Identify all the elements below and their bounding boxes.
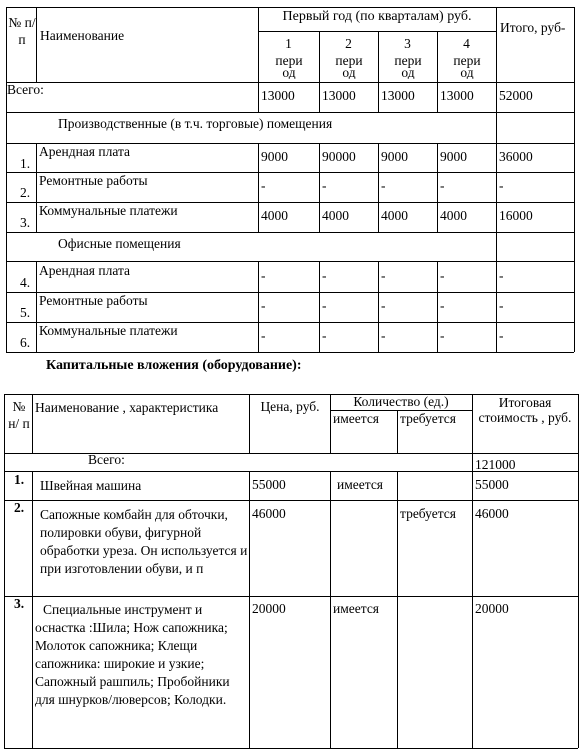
t1-vline bbox=[36, 7, 37, 83]
t1-row-num: 4. bbox=[20, 275, 31, 290]
t2-row-num: 1. bbox=[14, 472, 25, 487]
t1-total-value: 52000 bbox=[499, 88, 533, 103]
t1-row-name: Арендная плата bbox=[39, 263, 131, 278]
t1-header-name: Наименование bbox=[40, 28, 125, 43]
t1-header-num: № п/п bbox=[8, 15, 36, 47]
t1-cell: - bbox=[261, 328, 266, 343]
t1-border-left bbox=[6, 7, 7, 352]
t1-cell: - bbox=[261, 268, 266, 283]
t2-row-price: 20000 bbox=[252, 601, 286, 616]
t1-vline bbox=[36, 143, 37, 233]
t2-row-name: Сапожные комбайн для обточки, полировки обуви, фигурной обработки уреза. Он используется и при изготовлении обуви, и п bbox=[40, 507, 248, 576]
t1-header-total: Итого, руб- bbox=[500, 20, 566, 35]
t1-vline bbox=[36, 261, 37, 352]
t1-row-name: Ремонтные работы bbox=[39, 293, 148, 308]
t2-row-num: 3. bbox=[14, 596, 25, 611]
t2-row-total: 20000 bbox=[475, 601, 509, 616]
t1-cell: - bbox=[322, 328, 327, 343]
t1-cell: - bbox=[440, 328, 445, 343]
t2-row-name: Специальные инструмент и оснастка :Шила; Нож сапожника; Молоток сапожника; Клещи сапожника: широкие и узкие; Сапожный рашпиль; Пробойники для шнурков/люверсов; Колодки. bbox=[35, 602, 230, 707]
t2-row-need: требуется bbox=[400, 506, 456, 521]
t2-row-name: Швейная машина bbox=[40, 478, 142, 493]
t1-vline bbox=[437, 143, 438, 233]
t2-line bbox=[4, 596, 578, 597]
t1-cell: 4000 bbox=[322, 208, 349, 223]
t1-row-num: 5. bbox=[20, 305, 31, 320]
t1-vline bbox=[258, 143, 259, 233]
t1-section-production: Производственные (в т.ч. торговые) помещения bbox=[58, 116, 333, 131]
t1-cell: - bbox=[499, 298, 504, 313]
t1-cell: - bbox=[499, 328, 504, 343]
t1-line bbox=[6, 232, 574, 233]
t1-row-num: 1. bbox=[20, 156, 31, 171]
t1-vline bbox=[378, 261, 379, 352]
t1-header-first-year: Первый год (по кварталам) руб. bbox=[282, 9, 472, 24]
t1-cell: 9000 bbox=[440, 149, 467, 164]
t2-header-price: Цена, руб. bbox=[260, 399, 320, 414]
t1-row-name: Коммунальные платежи bbox=[39, 203, 178, 218]
t1-row-num: 3. bbox=[20, 215, 31, 230]
t2-vline bbox=[397, 410, 398, 454]
t1-vline bbox=[319, 261, 320, 352]
t1-total-value: 13000 bbox=[440, 88, 474, 103]
t2-border-right bbox=[578, 394, 579, 748]
t1-vline bbox=[496, 7, 497, 352]
t1-cell: 9000 bbox=[381, 149, 408, 164]
t1-total-value: 13000 bbox=[381, 88, 415, 103]
t1-line bbox=[6, 261, 574, 262]
t1-line-subheader bbox=[258, 31, 496, 32]
t1-total-value: 13000 bbox=[261, 88, 295, 103]
t2-border-left bbox=[4, 394, 5, 748]
t2-header-quantity: Количество (ед.) bbox=[353, 394, 449, 409]
t2-header-name: Наименование , характеристика bbox=[35, 400, 219, 415]
capital-investments-heading: Капитальные вложения (оборудование): bbox=[46, 358, 302, 373]
t2-header-num: № н/ п bbox=[8, 399, 30, 431]
t2-vline bbox=[397, 471, 398, 748]
t2-header-total: Итоговая стоимость , руб. bbox=[478, 395, 572, 425]
t2-vline bbox=[249, 471, 250, 748]
t1-row-name: Арендная плата bbox=[39, 144, 131, 159]
t2-vline bbox=[249, 394, 250, 454]
t1-header-period-1-label: пери од bbox=[275, 55, 303, 79]
t1-cell: - bbox=[322, 298, 327, 313]
t1-total-label: Всего: bbox=[7, 82, 44, 97]
t2-total-value: 121000 bbox=[475, 457, 516, 472]
t2-vline bbox=[472, 394, 473, 748]
t1-vline bbox=[378, 143, 379, 233]
t2-row-have: имеется bbox=[333, 601, 380, 616]
t1-header-period-3-number: 3 bbox=[404, 36, 411, 51]
t2-header-have: имеется bbox=[333, 411, 380, 426]
t1-row-name: Коммунальные платежи bbox=[39, 323, 178, 338]
t2-total-label: Всего: bbox=[88, 452, 125, 467]
t2-row-have: имеется bbox=[337, 477, 384, 492]
t1-row-num: 6. bbox=[20, 335, 31, 350]
t1-cell: - bbox=[440, 268, 445, 283]
t1-cell: 16000 bbox=[499, 208, 533, 223]
t1-cell: - bbox=[381, 268, 386, 283]
t1-row-num: 2. bbox=[20, 185, 31, 200]
t1-cell: - bbox=[322, 178, 327, 193]
t2-line bbox=[4, 500, 578, 501]
t1-cell: - bbox=[440, 178, 445, 193]
t2-vline bbox=[32, 471, 33, 748]
t2-border-bottom bbox=[4, 748, 578, 749]
t1-header-period-2-label: пери од bbox=[335, 55, 363, 79]
t1-header-period-1-number: 1 bbox=[285, 36, 292, 51]
t1-cell: 90000 bbox=[322, 149, 356, 164]
t1-cell: - bbox=[381, 178, 386, 193]
t2-header-need: требуется bbox=[400, 411, 456, 426]
t1-border-bottom bbox=[6, 352, 574, 353]
t1-cell: 9000 bbox=[261, 149, 288, 164]
t1-cell: 4000 bbox=[440, 208, 467, 223]
t1-cell: - bbox=[440, 298, 445, 313]
t1-vline bbox=[258, 261, 259, 352]
t1-cell: - bbox=[499, 178, 504, 193]
t1-vline bbox=[319, 143, 320, 233]
t1-vline bbox=[437, 261, 438, 352]
t1-border-right bbox=[574, 7, 575, 352]
t2-row-total: 46000 bbox=[475, 506, 509, 521]
t1-cell: - bbox=[322, 268, 327, 283]
t1-cell: 36000 bbox=[499, 149, 533, 164]
t2-row-price: 55000 bbox=[252, 477, 286, 492]
t1-border-top bbox=[6, 7, 574, 8]
t2-vline bbox=[32, 394, 33, 454]
t1-row-name: Ремонтные работы bbox=[39, 173, 148, 188]
t2-row-num: 2. bbox=[14, 500, 25, 515]
t2-vline bbox=[330, 471, 331, 748]
t1-header-period-3-label: пери од bbox=[394, 55, 422, 79]
t1-cell: - bbox=[261, 178, 266, 193]
t1-section-office: Офисные помещения bbox=[58, 236, 181, 251]
t1-line bbox=[6, 112, 574, 113]
t1-cell: 4000 bbox=[261, 208, 288, 223]
t2-row-price: 46000 bbox=[252, 506, 286, 521]
t1-header-period-4-number: 4 bbox=[463, 36, 470, 51]
t1-total-value: 13000 bbox=[322, 88, 356, 103]
t1-cell: 4000 bbox=[381, 208, 408, 223]
t1-cell: - bbox=[381, 298, 386, 313]
t1-header-period-2-number: 2 bbox=[345, 36, 352, 51]
t2-row-total: 55000 bbox=[475, 477, 509, 492]
t1-cell: - bbox=[381, 328, 386, 343]
t1-header-period-4-label: пери од bbox=[453, 55, 481, 79]
t1-cell: - bbox=[499, 268, 504, 283]
t1-cell: - bbox=[261, 298, 266, 313]
